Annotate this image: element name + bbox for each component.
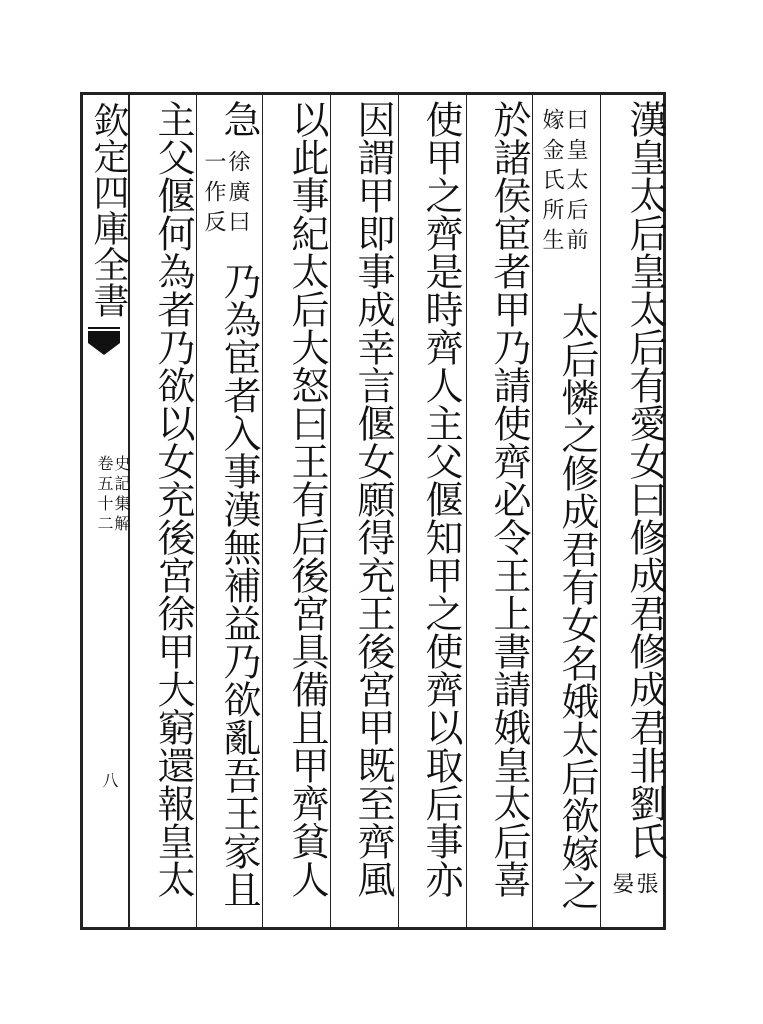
text-column-1 — [608, 100, 667, 860]
margin-book-title: 欽定四庫全書 — [88, 102, 129, 318]
annotation-note — [540, 108, 586, 258]
column-rule — [532, 95, 533, 927]
margin-section-line2: 卷五十二 — [95, 455, 114, 535]
annotation-note — [202, 150, 248, 240]
main-text: 以此事紀太后大怒曰王有后後宮具備且甲齊貧人 — [285, 100, 329, 898]
note-line: 張 — [633, 872, 658, 902]
note-line: 一作反 — [201, 150, 226, 240]
margin-section-line1: 史記集解 — [112, 455, 131, 535]
column-rule — [330, 95, 331, 927]
text-column-2 — [540, 302, 599, 910]
column-rule — [600, 95, 601, 927]
page-number: 八 — [100, 772, 119, 788]
text-column-7 — [202, 100, 261, 138]
text-column-4 — [404, 100, 463, 898]
main-text: 太后憐之修成君有女名娥太后欲嫁之 — [555, 302, 599, 910]
main-text: 使甲之齊是時齊人主父偃知甲之使齊以取后事亦 — [419, 100, 463, 898]
main-text: 主父偃何為者乃欲以女充後宮徐甲大窮還報皇太 — [151, 100, 195, 898]
margin-section — [96, 455, 129, 535]
column-rule — [398, 95, 399, 927]
column-rule — [466, 95, 467, 927]
note-line: 曰皇太后前 — [563, 108, 588, 258]
main-text: 漢皇太后皇太后有愛女曰修成君修成君非劉氏 — [623, 100, 667, 860]
column-rule — [262, 95, 263, 927]
main-text: 於諸侯宦者甲乃請使齊必令王上書請娥皇太后喜 — [487, 100, 531, 898]
note-line: 晏 — [609, 872, 634, 902]
text-column-3 — [472, 100, 531, 898]
text-column-6 — [270, 100, 329, 898]
note-line: 徐廣曰 — [225, 150, 250, 240]
text-column-7-cont — [202, 262, 261, 908]
text-column-5 — [336, 100, 395, 898]
fishtail-mark-icon — [86, 325, 122, 365]
text-column-8 — [136, 100, 195, 898]
main-text: 急 — [217, 100, 261, 138]
annotation-note — [610, 872, 656, 902]
main-text: 因謂甲即事成幸言偃女願得充王後宮甲既至齊風 — [351, 100, 395, 898]
note-line: 嫁金氏所生 — [539, 108, 564, 258]
main-text: 乃為宦者入事漢無補益乃欲亂吾王家且 — [217, 262, 261, 908]
column-rule — [196, 95, 197, 927]
